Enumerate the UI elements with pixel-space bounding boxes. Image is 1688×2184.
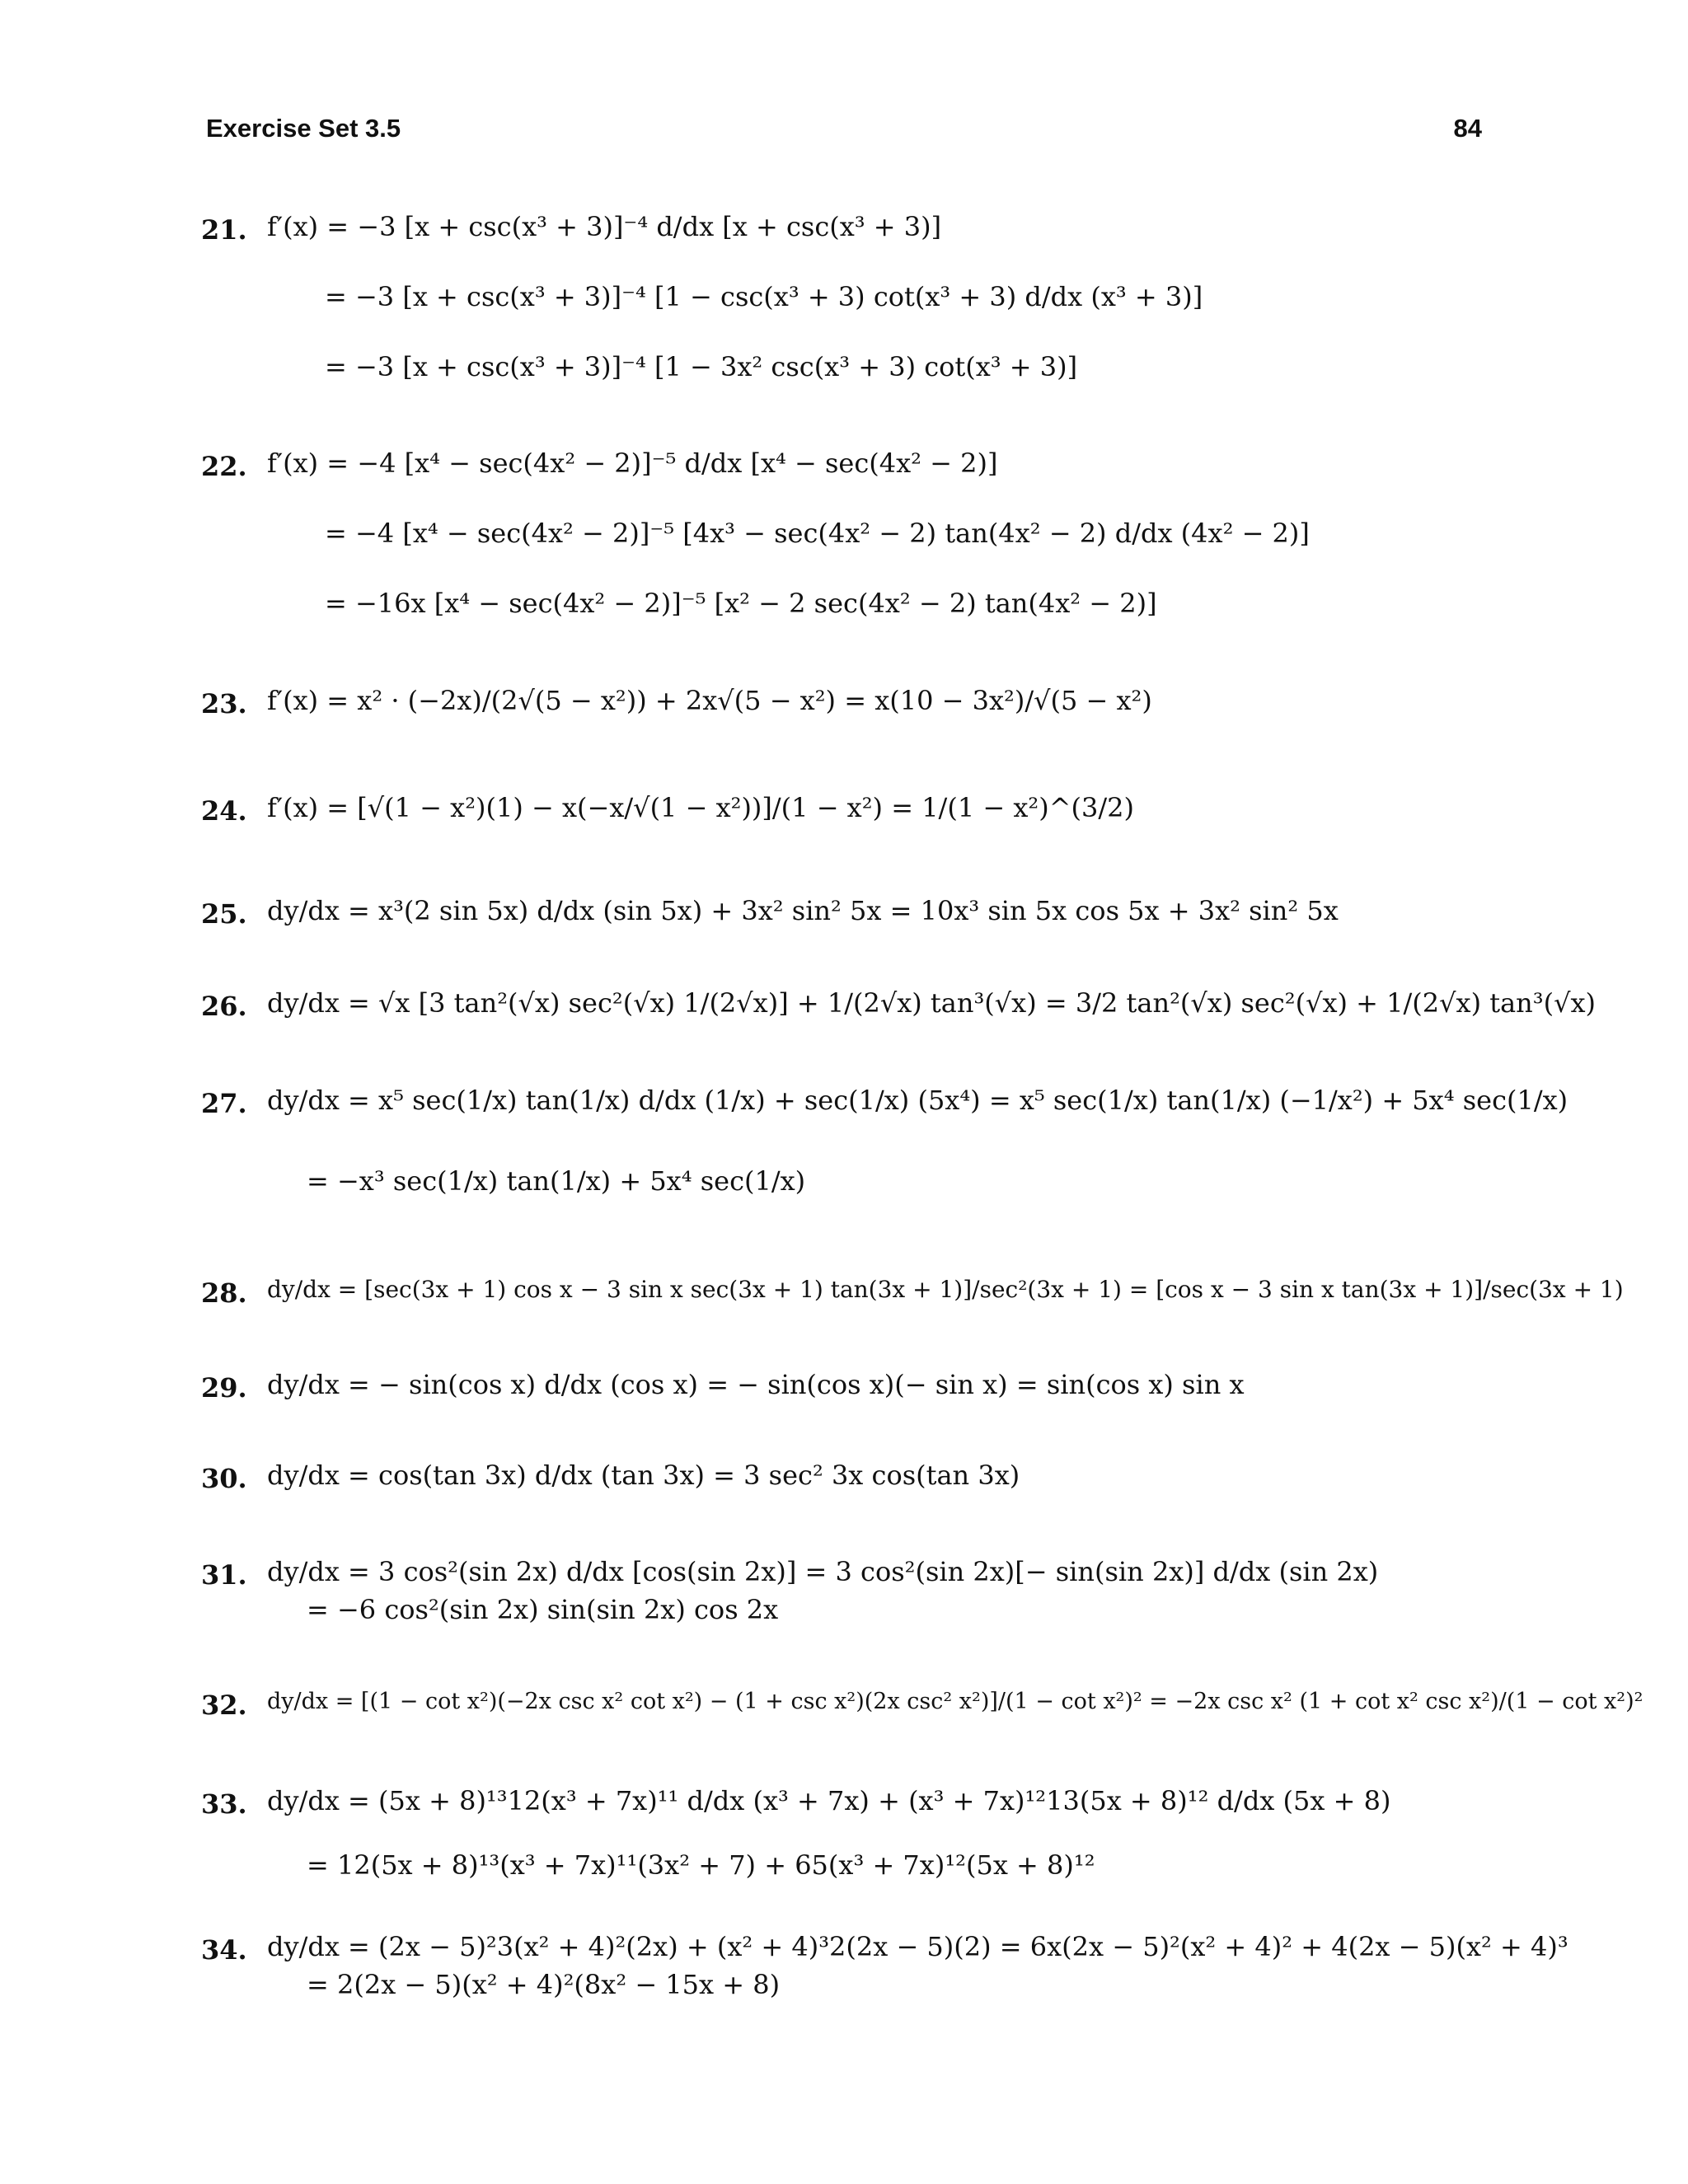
- problem-number: 31.: [201, 1559, 247, 1591]
- equation-line: dy/dx = (5x + 8)¹³12(x³ + 7x)¹¹ d/dx (x³ + 7x) + (x³ + 7x)¹²13(5x + 8)¹² d/dx (5x + 8): [267, 1785, 1391, 1816]
- problem-number: 26.: [201, 991, 247, 1022]
- problem-number: 24.: [201, 795, 247, 827]
- equation-line: dy/dx = x³(2 sin 5x) d/dx (sin 5x) + 3x² sin² 5x = 10x³ sin 5x cos 5x + 3x² sin² 5x: [267, 895, 1339, 926]
- equation-line: f′(x) = [√(1 − x²)(1) − x(−x/√(1 − x²))]/(1 − x²) = 1/(1 − x²)^(3/2): [267, 792, 1134, 823]
- equation-line: = −3 [x + csc(x³ + 3)]⁻⁴ [1 − csc(x³ + 3) cot(x³ + 3) d/dx (x³ + 3)]: [325, 281, 1203, 312]
- problem-number: 33.: [201, 1788, 247, 1820]
- equation-line: dy/dx = [(1 − cot x²)(−2x csc x² cot x²) − (1 + csc x²)(2x csc² x²)]/(1 − cot x²)² = −2x csc x² (1 + cot x² csc x²)/(1 − cot x²)²: [267, 1689, 1643, 1714]
- equation-line: = 2(2x − 5)(x² + 4)²(8x² − 15x + 8): [307, 1969, 781, 2000]
- problem-number: 25.: [201, 898, 247, 930]
- equation-line: = −x³ sec(1/x) tan(1/x) + 5x⁴ sec(1/x): [307, 1165, 806, 1197]
- equation-line: dy/dx = √x [3 tan²(√x) sec²(√x) 1/(2√x)] + 1/(2√x) tan³(√x) = 3/2 tan²(√x) sec²(√x) + 1/(2√x) tan³(√x): [267, 987, 1597, 1019]
- problem-number: 27.: [201, 1088, 247, 1119]
- equation-line: = −6 cos²(sin 2x) sin(sin 2x) cos 2x: [307, 1594, 779, 1625]
- problem-number: 21.: [201, 214, 247, 246]
- equation-line: = 12(5x + 8)¹³(x³ + 7x)¹¹(3x² + 7) + 65(x³ + 7x)¹²(5x + 8)¹²: [307, 1849, 1095, 1881]
- problem-number: 22.: [201, 451, 247, 482]
- problem-number: 28.: [201, 1277, 247, 1309]
- equation-line: dy/dx = 3 cos²(sin 2x) d/dx [cos(sin 2x)] = 3 cos²(sin 2x)[− sin(sin 2x)] d/dx (sin 2x): [267, 1556, 1379, 1587]
- equation-line: = −3 [x + csc(x³ + 3)]⁻⁴ [1 − 3x² csc(x³ + 3) cot(x³ + 3)]: [325, 351, 1078, 382]
- problem-number: 30.: [201, 1463, 247, 1494]
- equation-line: f′(x) = −3 [x + csc(x³ + 3)]⁻⁴ d/dx [x + csc(x³ + 3)]: [267, 211, 942, 242]
- equation-line: dy/dx = [sec(3x + 1) cos x − 3 sin x sec(3x + 1) tan(3x + 1)]/sec²(3x + 1) = [cos x − 3 sin x tan(3x + 1)]/sec(3x + 1): [267, 1276, 1624, 1303]
- problem-number: 23.: [201, 688, 247, 719]
- problem-number: 32.: [201, 1690, 247, 1721]
- problem-number: 29.: [201, 1372, 247, 1404]
- equation-line: dy/dx = cos(tan 3x) d/dx (tan 3x) = 3 sec² 3x cos(tan 3x): [267, 1460, 1020, 1491]
- equation-line: dy/dx = − sin(cos x) d/dx (cos x) = − sin(cos x)(− sin x) = sin(cos x) sin x: [267, 1369, 1245, 1400]
- equation-line: = −4 [x⁴ − sec(4x² − 2)]⁻⁵ [4x³ − sec(4x² − 2) tan(4x² − 2) d/dx (4x² − 2)]: [325, 518, 1310, 549]
- page-number: 84: [1453, 114, 1482, 143]
- problem-number: 34.: [201, 1934, 247, 1966]
- equation-line: f′(x) = x² · (−2x)/(2√(5 − x²)) + 2x√(5 − x²) = x(10 − 3x²)/√(5 − x²): [267, 685, 1152, 716]
- equation-line: dy/dx = (2x − 5)²3(x² + 4)²(2x) + (x² + 4)³2(2x − 5)(2) = 6x(2x − 5)²(x² + 4)² + 4(2x − 5)(x² + 4)³: [267, 1931, 1568, 1962]
- section-title: Exercise Set 3.5: [206, 114, 401, 143]
- equation-line: f′(x) = −4 [x⁴ − sec(4x² − 2)]⁻⁵ d/dx [x⁴ − sec(4x² − 2)]: [267, 448, 998, 479]
- equation-line: = −16x [x⁴ − sec(4x² − 2)]⁻⁵ [x² − 2 sec(4x² − 2) tan(4x² − 2)]: [325, 588, 1157, 619]
- equation-line: dy/dx = x⁵ sec(1/x) tan(1/x) d/dx (1/x) + sec(1/x) (5x⁴) = x⁵ sec(1/x) tan(1/x) (−1/x²) + 5x⁴ sec(1/x): [267, 1085, 1568, 1116]
